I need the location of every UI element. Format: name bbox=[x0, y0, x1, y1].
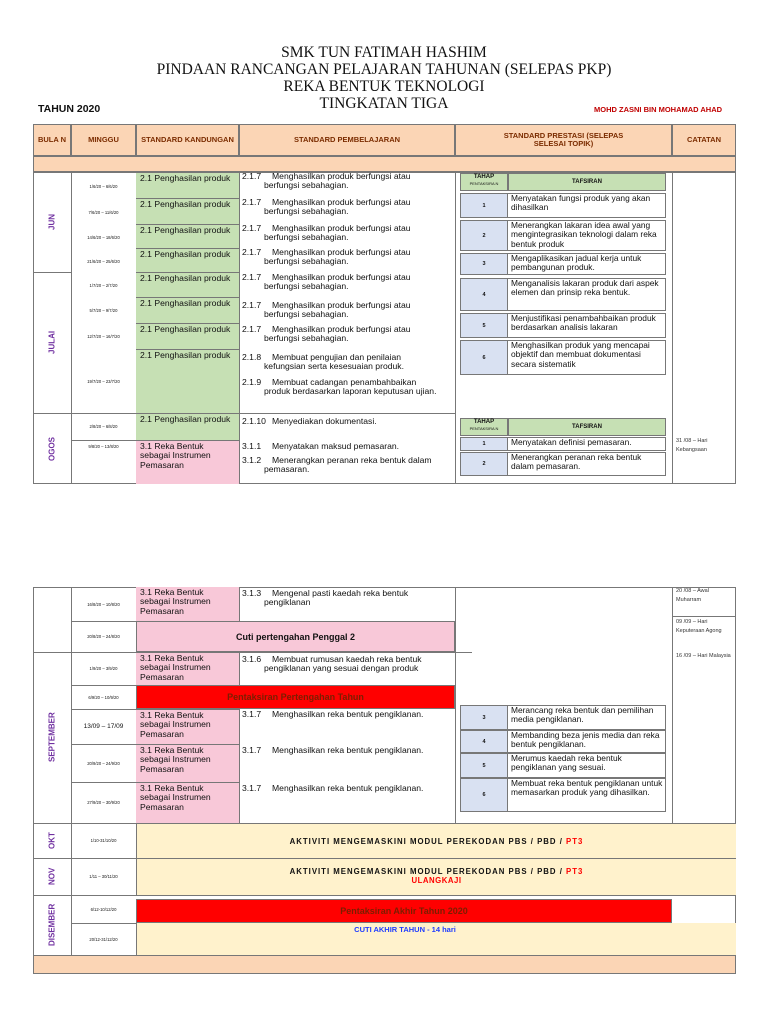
activity-text: AKTIVITI MENGEMASKINI MODUL PEREKODAN PBS / PBD / bbox=[289, 867, 567, 876]
tafsiran-header: TAFSIRAN bbox=[508, 173, 666, 191]
sp-item bbox=[239, 301, 455, 320]
sp-text: Menghasilkan reka bentuk pengiklanan. bbox=[272, 709, 424, 719]
sp-num: 2.1.7 bbox=[242, 272, 262, 282]
grid-line bbox=[672, 172, 673, 484]
sp-item bbox=[239, 456, 455, 475]
month-ogos: OGOS bbox=[47, 436, 57, 461]
sp-text: Menyatakan maksud pemasaran. bbox=[272, 441, 400, 451]
catatan-note: 20 /08 – Awal Muharram bbox=[676, 588, 709, 603]
sp-num: 2.1.7 bbox=[242, 247, 262, 257]
col-catatan: CATATAN bbox=[672, 124, 736, 156]
tafsiran-text: Merumus kaedah reka bentuk pengiklanan yang sesuai. bbox=[508, 753, 666, 778]
week-cell: 1/10-31/10/20 bbox=[90, 838, 117, 843]
sk-cell: 3.1 Reka Bentuk sebagai Instrumen Pemasaran bbox=[136, 709, 239, 744]
sp-item bbox=[239, 784, 455, 793]
tahap-level: 1 bbox=[460, 193, 508, 218]
sp-item bbox=[239, 589, 455, 608]
week-cell: 1/7/20 – 2/7/20 bbox=[89, 282, 118, 288]
tafsiran-text: Membanding beza jenis media dan reka bentuk pengiklanan. bbox=[508, 730, 666, 753]
header-spacer-band bbox=[33, 156, 736, 172]
tahap-level: 3 bbox=[460, 253, 508, 275]
sp-num: 2.1.10 bbox=[242, 416, 266, 426]
tahap-level: 2 bbox=[460, 220, 508, 251]
month-julai: JULAI bbox=[47, 330, 57, 355]
sp-text: Menerangkan peranan reka bentuk dalam bbox=[272, 455, 432, 465]
sk-cell: 2.1 Penghasilan produk bbox=[136, 248, 239, 272]
week-cell: 14/6/20 – 18/6/20 bbox=[87, 234, 120, 240]
tahap-level: 4 bbox=[460, 730, 508, 753]
week-cell: 21/6/20 – 25/6/20 bbox=[87, 258, 120, 264]
sp-item bbox=[239, 198, 455, 217]
sk-cell: 2.1 Penghasilan produk bbox=[136, 172, 239, 198]
pentaksiran-pertengahan-banner: Pentaksiran Pertengahan Tahun bbox=[136, 685, 455, 709]
sp-num: 3.1.7 bbox=[242, 709, 262, 719]
week-cell: 6/12-10/12/20 bbox=[90, 906, 117, 912]
sp-text: Membuat cadangan penambahbaikan bbox=[272, 377, 417, 387]
sp-cont: produk berdasarkan laporan keputusan ujian. bbox=[264, 386, 437, 397]
tafsiran-text: Menerangkan peranan reka bentuk dalam pemasaran. bbox=[508, 452, 666, 476]
col-standard-pembelajaran: STANDARD PEMBELAJARAN bbox=[239, 124, 455, 156]
month-jun: JUN bbox=[47, 214, 57, 231]
month-disember: DISEMBER bbox=[47, 903, 57, 947]
week-cell: 19/7/20 – 23/7/20 bbox=[87, 378, 120, 384]
tahap-sub-text: PENTAKSIRA N bbox=[469, 180, 499, 186]
year-label: TAHUN 2020 bbox=[38, 103, 101, 115]
month-okt: OKT bbox=[47, 832, 57, 849]
sp-num: 2.1.7 bbox=[242, 171, 262, 181]
sk-cell: 3.1 Reka Bentuk sebagai Instrumen Pemasaran bbox=[136, 782, 239, 823]
sp-text: Menghasilkan produk berfungsi atau bbox=[272, 300, 411, 310]
tafsiran-text: Mengaplikasikan jadual kerja untuk pembangunan produk. bbox=[508, 253, 666, 275]
nov-activity-text bbox=[137, 867, 736, 876]
pentaksiran-akhir-banner: Pentaksiran Akhir Tahun 2020 bbox=[136, 899, 672, 923]
sp-item bbox=[239, 378, 455, 397]
sp-item bbox=[239, 172, 455, 191]
week-cell: 27/9/20 – 30/9/20 bbox=[87, 800, 120, 805]
sp-num: 2.1.9 bbox=[242, 377, 262, 387]
week-cell: 7/6/20 – 11/6/20 bbox=[88, 209, 119, 215]
sk-cell: 2.1 Penghasilan produk bbox=[136, 323, 239, 349]
sp-text: Menghasilkan produk berfungsi atau bbox=[272, 247, 411, 257]
tafsiran-header: TAFSIRAN bbox=[508, 418, 666, 436]
ulangkaji-text: ULANGKAJI bbox=[411, 876, 462, 885]
col-standard-prestasi: STANDARD PRESTASI (SELEPAS SELESAI TOPIK) bbox=[455, 124, 672, 156]
tafsiran-text: Menyatakan definisi pemasaran. bbox=[508, 437, 666, 451]
cuti-akhir-text: CUTI AKHIR TAHUN - 14 hari bbox=[354, 925, 456, 934]
week-cell: 12/7/20 – 16/7/20 bbox=[87, 334, 120, 339]
grid-line bbox=[672, 587, 673, 823]
cuti-pertengahan-banner: Cuti pertengahan Penggal 2 bbox=[136, 621, 455, 652]
tahap-sub-text: PENTAKSIRA N bbox=[469, 425, 499, 431]
grid-line bbox=[33, 895, 736, 896]
cuti-akhir-band bbox=[136, 923, 736, 955]
sk-cell: 3.1 Reka Bentuk sebagai Instrumen Pemasaran bbox=[136, 652, 239, 685]
tahap-head-text: TAHAP bbox=[473, 419, 495, 425]
sp-cont: pengiklanan yang sesuai dengan produk bbox=[264, 663, 419, 674]
plan-title: PINDAAN RANCANGAN PELAJARAN TAHUNAN (SELEPAS PKP) bbox=[156, 61, 612, 78]
sp-text: Menghasilkan reka bentuk pengiklanan. bbox=[272, 783, 424, 793]
sk-cell: 2.1 Penghasilan produk bbox=[136, 224, 239, 248]
sp-cont: berfungsi sebahagian. bbox=[264, 232, 349, 243]
week-cell: 13/09 – 17/09 bbox=[83, 723, 124, 730]
okt-activity-text bbox=[290, 837, 584, 846]
col-minggu: MINGGU bbox=[71, 124, 136, 156]
week-cell: 1/9/20 – 3/9/20 bbox=[89, 666, 118, 671]
week-cell: 20/9/20 – 24/9/20 bbox=[87, 760, 120, 766]
sp-cont: berfungsi sebahagian. bbox=[264, 206, 349, 217]
col-bulan: BULA N bbox=[33, 124, 71, 156]
week-cell: 1/11 – 30/11/20 bbox=[89, 874, 118, 879]
sp-item bbox=[239, 224, 455, 243]
sk-cell: 2.1 Penghasilan produk bbox=[136, 297, 239, 323]
sp-num: 2.1.7 bbox=[242, 324, 262, 334]
teacher-name: MOHD ZASNI BIN MOHAMAD AHAD bbox=[594, 105, 723, 114]
tahap-header bbox=[460, 418, 508, 436]
tafsiran-text: Menghasilkan produk yang mencapai objektif dan membuat dokumentasi secara sistematik bbox=[508, 340, 666, 375]
tafsiran-text: Menganalisis lakaran produk dari aspek elemen dan prinsip reka bentuk. bbox=[508, 278, 666, 311]
catatan-note: 31 /08 – Hari Kebangsaan bbox=[676, 438, 708, 453]
sp-cont: berfungsi sebahagian. bbox=[264, 333, 349, 344]
sp-text: Menghasilkan produk berfungsi atau bbox=[272, 272, 411, 282]
tahap-level: 5 bbox=[460, 753, 508, 778]
sp-num: 3.1.2 bbox=[242, 455, 262, 465]
sp-num: 3.1.7 bbox=[242, 745, 262, 755]
sk-cell: 2.1 Penghasilan produk bbox=[136, 349, 239, 413]
sp-text: Membuat pengujian dan penilaian bbox=[272, 352, 402, 362]
tafsiran-text: Merancang reka bentuk dan pemilihan media pengiklanan. bbox=[508, 705, 666, 730]
sp-num: 2.1.7 bbox=[242, 197, 262, 207]
tafsiran-text: Menyatakan fungsi produk yang akan dihasilkan bbox=[508, 193, 666, 218]
sp-text: Membuat rumusan kaedah reka bentuk bbox=[272, 654, 422, 664]
tahap-level: 1 bbox=[460, 437, 508, 451]
sp-item bbox=[239, 746, 455, 755]
sp-cont: kefungsian serta kesesuaian produk. bbox=[264, 361, 404, 372]
sp-item bbox=[239, 655, 455, 674]
month-september: SEPTEMBER bbox=[47, 712, 57, 763]
sp-item bbox=[239, 417, 455, 426]
sp-item bbox=[239, 248, 455, 267]
sp-num: 2.1.8 bbox=[242, 352, 262, 362]
sk-cell: 3.1 Reka Bentuk sebagai Instrumen Pemasaran bbox=[136, 587, 239, 621]
sp-text: Menghasilkan produk berfungsi atau bbox=[272, 223, 411, 233]
sp-cont: berfungsi sebahagian. bbox=[264, 281, 349, 292]
sp-text: Mengenal pasti kaedah reka bentuk bbox=[272, 588, 409, 598]
sp-num: 2.1.7 bbox=[242, 223, 262, 233]
sp-text: Menghasilkan produk berfungsi atau bbox=[272, 171, 411, 181]
grid-line bbox=[455, 172, 456, 484]
sp-num: 3.1.1 bbox=[242, 441, 262, 451]
sp-cont: berfungsi sebahagian. bbox=[264, 180, 349, 191]
sp-num: 3.1.3 bbox=[242, 588, 262, 598]
sk-cell: 3.1 Reka Bentuk sebagai Instrumen Pemasaran bbox=[136, 440, 239, 484]
col-standard-kandungan: STANDARD KANDUNGAN bbox=[136, 124, 239, 156]
tahap-level: 3 bbox=[460, 705, 508, 730]
grid-line bbox=[239, 709, 240, 823]
sp-item bbox=[239, 710, 455, 719]
sp-num: 2.1.7 bbox=[242, 300, 262, 310]
tahap-level: 5 bbox=[460, 313, 508, 338]
pt3-text: PT3 bbox=[566, 836, 584, 846]
grid-line bbox=[455, 587, 456, 823]
tahap-level: 6 bbox=[460, 778, 508, 812]
footer-spacer-band bbox=[33, 955, 736, 974]
sp-num: 3.1.7 bbox=[242, 783, 262, 793]
tahap-level: 4 bbox=[460, 278, 508, 311]
sp-text: Menghasilkan reka bentuk pengiklanan. bbox=[272, 745, 424, 755]
sp-text: Menghasilkan produk berfungsi atau bbox=[272, 324, 411, 334]
tafsiran-text: Membuat reka bentuk pengiklanan untuk memasarkan produk yang dihasilkan. bbox=[508, 778, 666, 812]
catatan-note: 09 /09 – Hari Keputeraan Agong bbox=[676, 619, 722, 634]
sp-item bbox=[239, 353, 455, 372]
tahap-level: 2 bbox=[460, 452, 508, 476]
sp-item bbox=[239, 325, 455, 344]
activity-text: AKTIVITI MENGEMASKINI MODUL PEREKODAN PBS / PBD / bbox=[289, 836, 567, 846]
sk-cell: 2.1 Penghasilan produk bbox=[136, 198, 239, 224]
sp-num: 3.1.6 bbox=[242, 654, 262, 664]
sp-text: Menghasilkan produk berfungsi atau bbox=[272, 197, 411, 207]
sp-item bbox=[239, 273, 455, 292]
tahap-header bbox=[460, 173, 508, 191]
sp-cont: pengiklanan bbox=[264, 597, 311, 608]
subject-title: REKA BENTUK TEKNOLOGI bbox=[283, 78, 485, 95]
okt-activity-band bbox=[136, 824, 736, 858]
catatan-note: 16 /09 – Hari Malaysia bbox=[676, 653, 731, 659]
sk-cell: 2.1 Penghasilan produk bbox=[136, 413, 239, 440]
sk-cell: 3.1 Reka Bentuk sebagai Instrumen Pemasaran bbox=[136, 744, 239, 782]
school-name: SMK TUN FATIMAH HASHIM bbox=[281, 44, 487, 61]
week-cell: 1/6/20 – 6/6/20 bbox=[89, 183, 118, 189]
tahap-head-text: TAHAP bbox=[473, 174, 495, 180]
tafsiran-text: Menjustifikasi penambahbaikan produk berdasarkan analisis lakaran bbox=[508, 313, 666, 338]
tahap-level: 6 bbox=[460, 340, 508, 375]
pt3-text: PT3 bbox=[566, 867, 584, 876]
week-cell: 9/8/20 – 13/8/20 bbox=[88, 443, 119, 449]
sp-cont: berfungsi sebahagian. bbox=[264, 309, 349, 320]
week-cell: 2/8/20 – 6/8/20 bbox=[89, 424, 118, 429]
week-cell: 16/8/20 – 10/8/20 bbox=[87, 601, 120, 607]
nov-activity-band bbox=[136, 859, 736, 895]
week-cell: 5/7/20 – 9/7/20 bbox=[89, 308, 118, 313]
month-nov: NOV bbox=[47, 867, 57, 886]
sp-cont: berfungsi sebahagian. bbox=[264, 256, 349, 267]
sp-item bbox=[239, 442, 455, 451]
week-cell: 20/8/20 – 24/8/20 bbox=[87, 634, 120, 639]
sp-text: Menyediakan dokumentasi. bbox=[272, 416, 377, 426]
week-cell: 20/12-31/12/20 bbox=[89, 936, 118, 942]
tafsiran-text: Menerangkan lakaran idea awal yang mengintegrasikan teknologi dalam reka bentuk produk bbox=[508, 220, 666, 251]
sk-cell: 2.1 Penghasilan produk bbox=[136, 272, 239, 297]
week-cell: 6/9/20 – 10/9/20 bbox=[88, 694, 119, 700]
level-title: TINGKATAN TIGA bbox=[319, 95, 449, 112]
grid-line bbox=[672, 616, 736, 617]
sp-cont: pemasaran. bbox=[264, 464, 310, 475]
